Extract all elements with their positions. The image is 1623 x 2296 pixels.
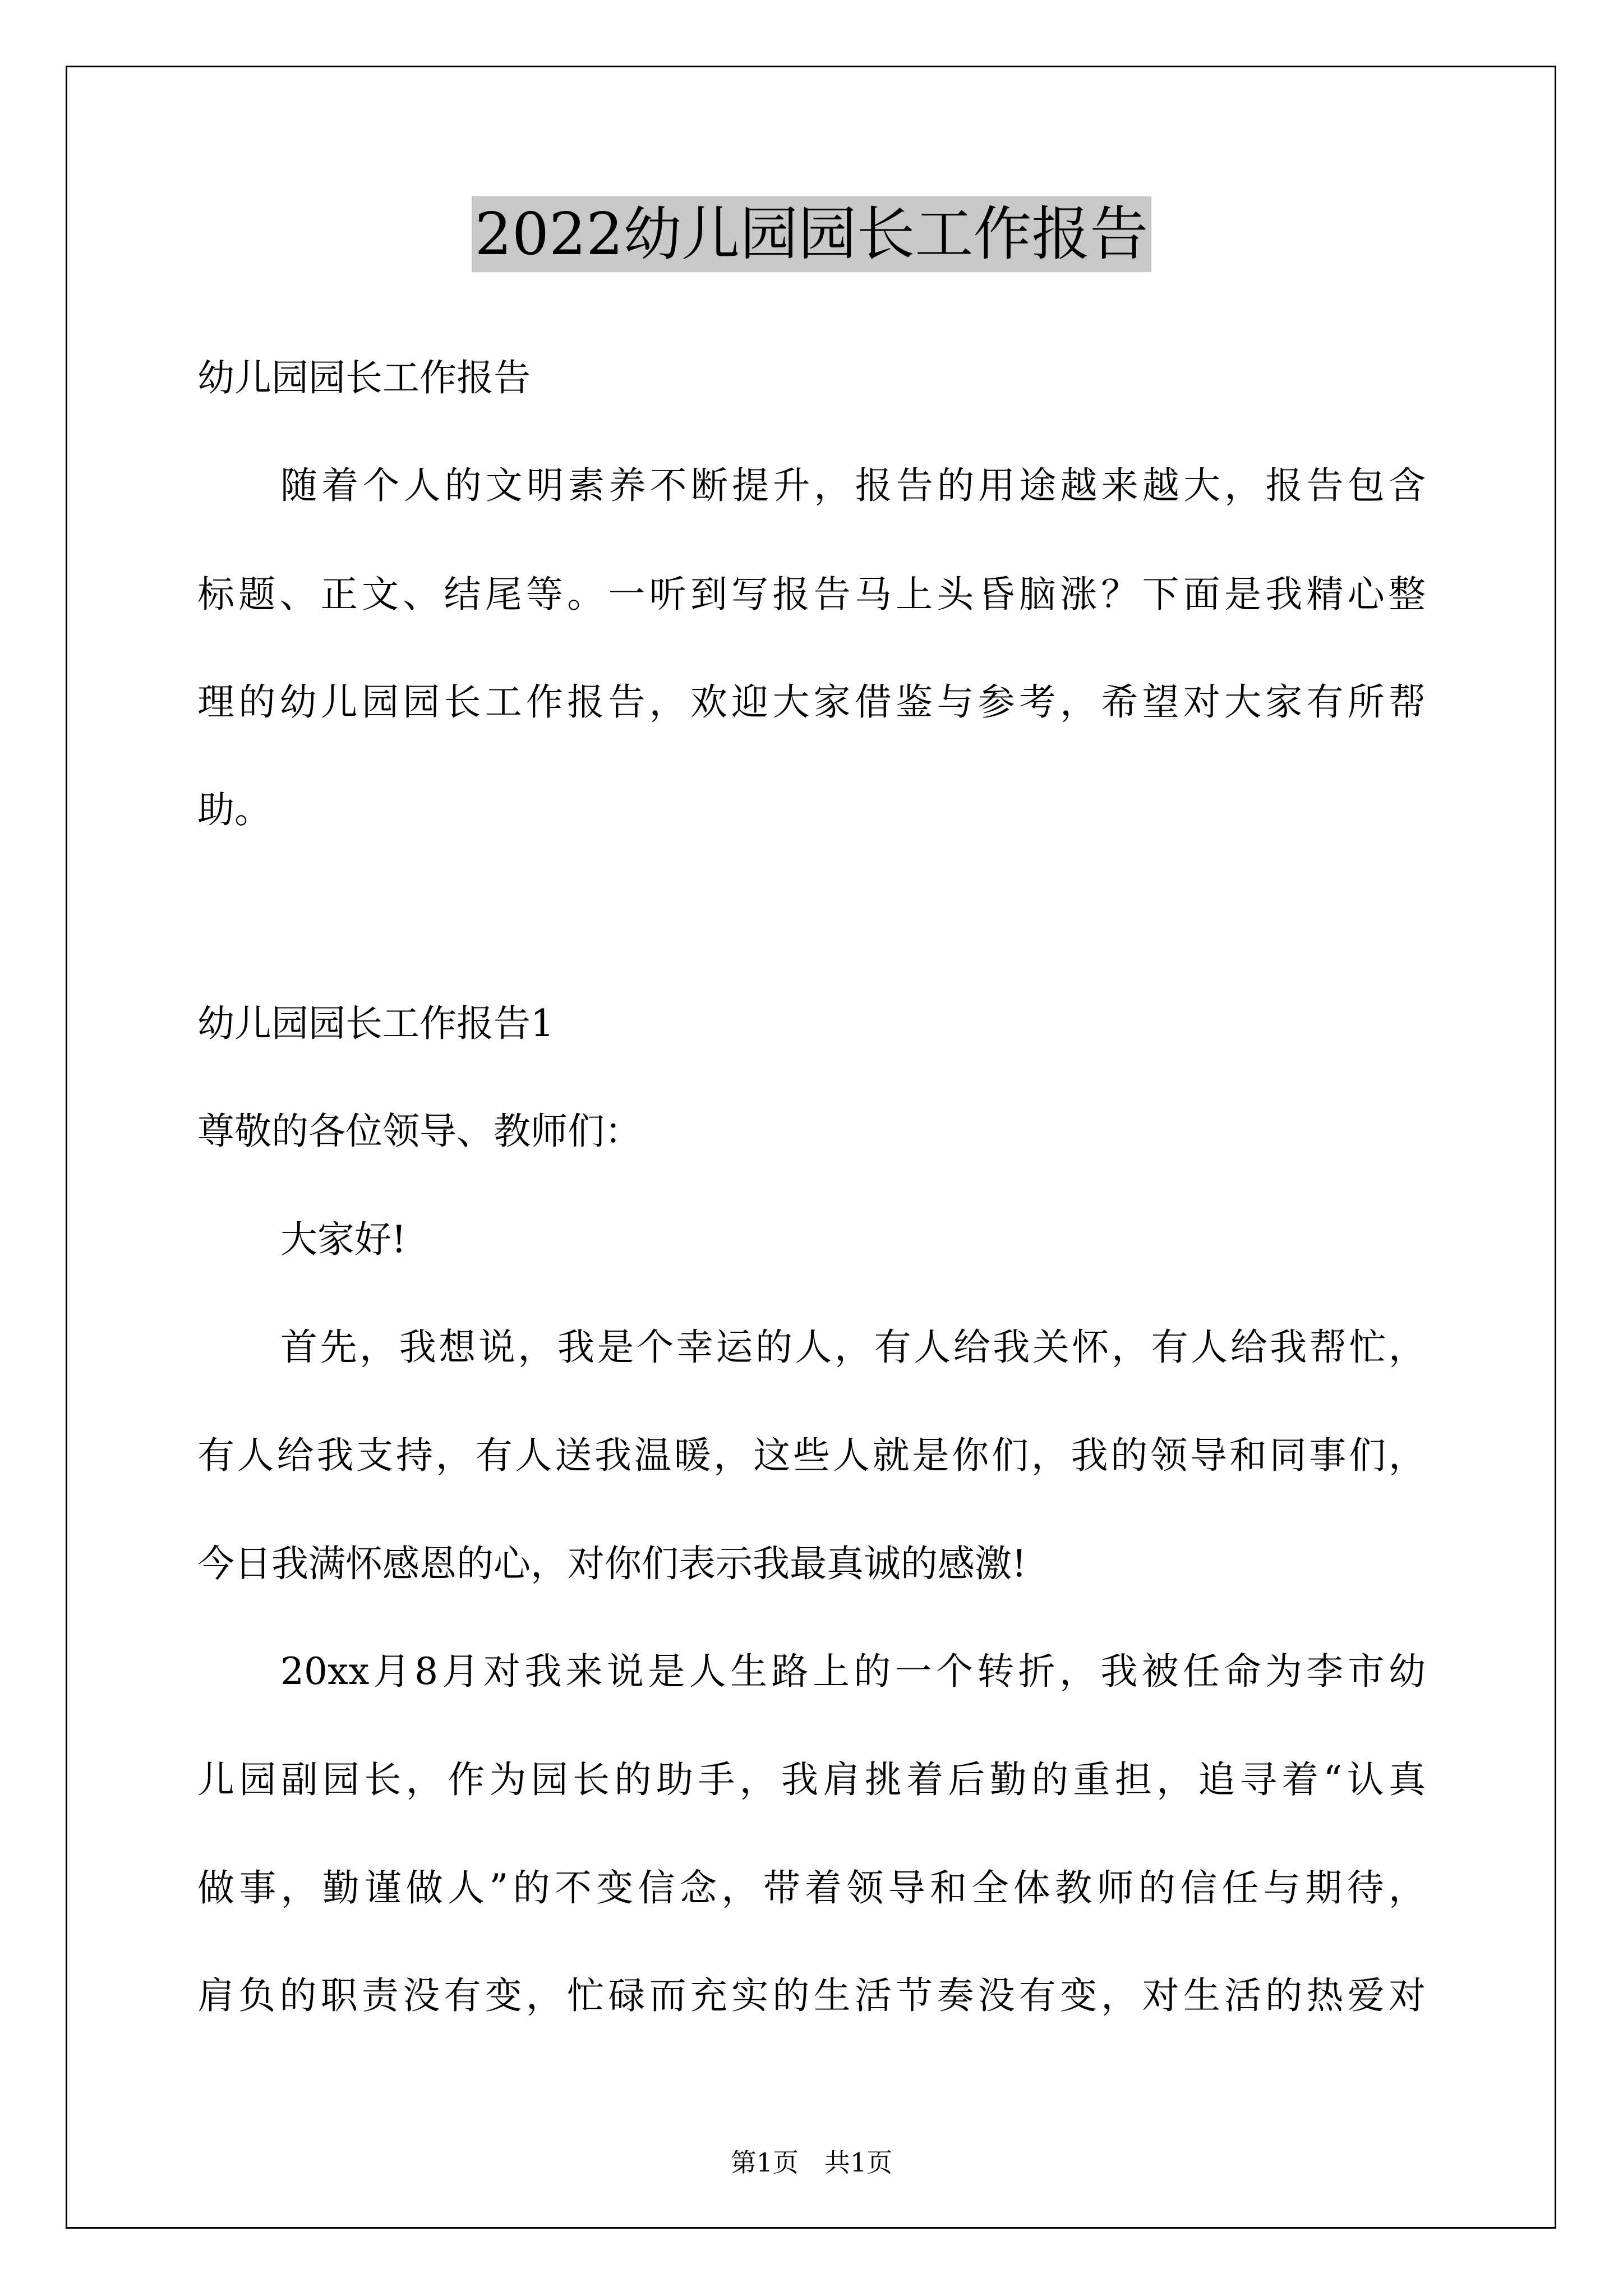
para2-line-3: 做事，勤谨做人”的不变信念，带着领导和全体教师的信任与期待， (197, 1866, 1426, 1910)
intro-line-4: 助。 (197, 788, 271, 831)
section-heading: 幼儿园园长工作报告1 (197, 1002, 554, 1045)
title-container (0, 196, 1623, 272)
para1-line-1: 首先，我想说，我是个幸运的人，有人给我关怀，有人给我帮忙， (280, 1326, 1426, 1369)
para1-line-2: 有人给我支持，有人送我温暖，这些人就是你们，我的领导和同事们， (197, 1434, 1426, 1477)
intro-line-2: 标题、正文、结尾等。一听到写报告马上头昏脑涨？下面是我精心整 (197, 573, 1426, 616)
para2-line-2: 儿园副园长，作为园长的助手，我肩挑着后勤的重担，追寻着“认真 (197, 1758, 1426, 1801)
intro-line-3: 理的幼儿园园长工作报告，欢迎大家借鉴与参考，希望对大家有所帮 (197, 680, 1426, 724)
para1-line-3: 今日我满怀感恩的心，对你们表示我最真诚的感激! (197, 1542, 1027, 1585)
greeting: 大家好! (280, 1218, 407, 1261)
salutation: 尊敬的各位领导、教师们： (197, 1110, 642, 1153)
para2-line-4: 肩负的职责没有变，忙碌而充实的生活节奏没有变，对生活的热爱对 (197, 1974, 1426, 2017)
doc-line-1: 幼儿园园长工作报告 (197, 356, 531, 399)
document-title: 2022幼儿园园长工作报告 (472, 196, 1152, 272)
intro-line-1: 随着个人的文明素养不断提升，报告的用途越来越大，报告包含 (280, 464, 1426, 507)
page-footer: 第1页 共1页 (730, 2147, 893, 2178)
para2-line-1: 20xx月8月对我来说是人生路上的一个转折，我被任命为李市幼 (280, 1650, 1426, 1693)
